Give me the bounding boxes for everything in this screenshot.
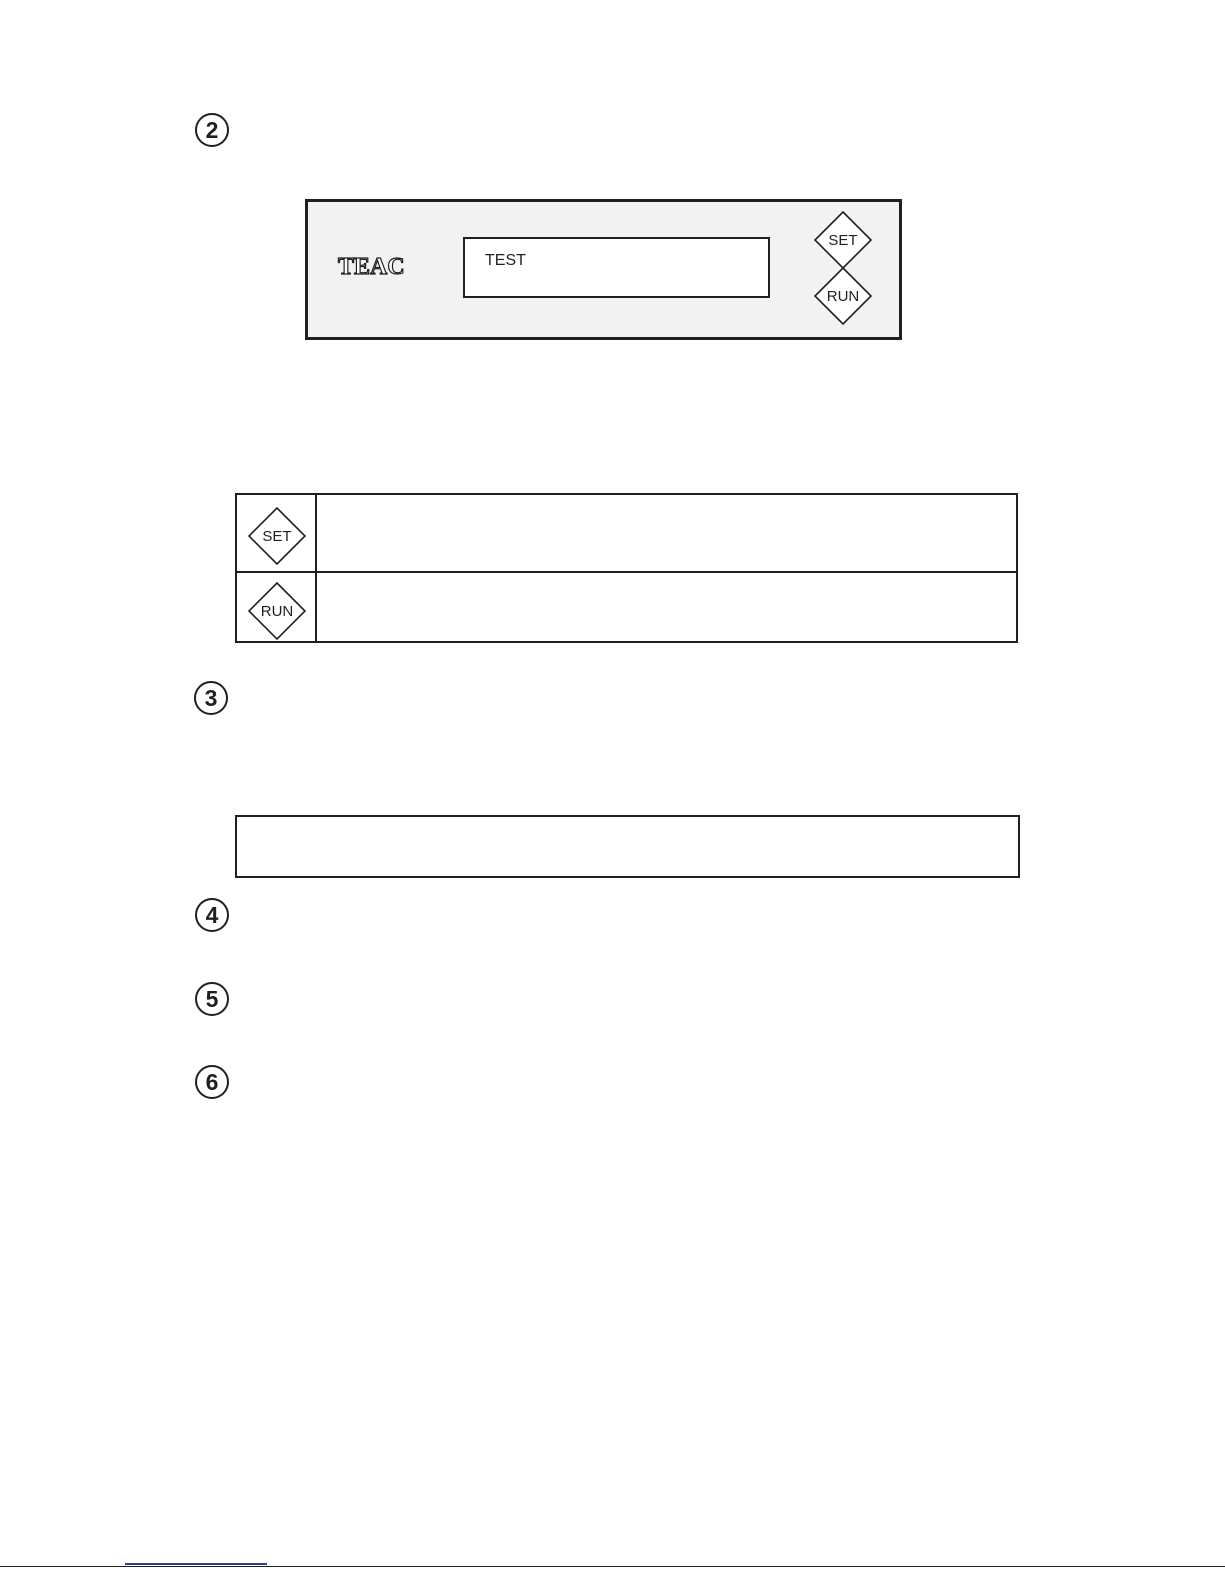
lcd-display [463, 237, 770, 298]
step-3-number: 3 [204, 684, 218, 711]
set-button[interactable] [814, 211, 872, 269]
table-run-key-label: RUN [260, 602, 294, 620]
set-button-label: SET [828, 231, 858, 249]
step-6-marker [195, 1065, 229, 1099]
run-button-label: RUN [826, 287, 860, 305]
step-4-number: 4 [205, 901, 219, 928]
table-row-divider [237, 571, 1016, 573]
step-5-marker [195, 982, 229, 1016]
step-2-marker [195, 113, 229, 147]
table-set-key [248, 507, 306, 565]
note-box [235, 815, 1020, 878]
step-3-marker [194, 681, 228, 715]
step-6-number: 6 [205, 1068, 219, 1095]
step-5-number: 5 [205, 985, 219, 1012]
table-run-key [248, 582, 306, 640]
run-button[interactable] [814, 267, 872, 325]
table-set-key-label: SET [262, 527, 292, 545]
device-front-panel [305, 199, 902, 340]
step-4-marker [195, 898, 229, 932]
table-column-divider [315, 495, 317, 641]
step-2-number: 2 [205, 116, 219, 143]
key-description-table [235, 493, 1018, 643]
brand-logo: TEAC [338, 254, 405, 280]
lcd-text: TEST [485, 252, 526, 269]
footer-accent-rule [125, 1563, 267, 1565]
footer-page-rule [0, 1566, 1225, 1567]
